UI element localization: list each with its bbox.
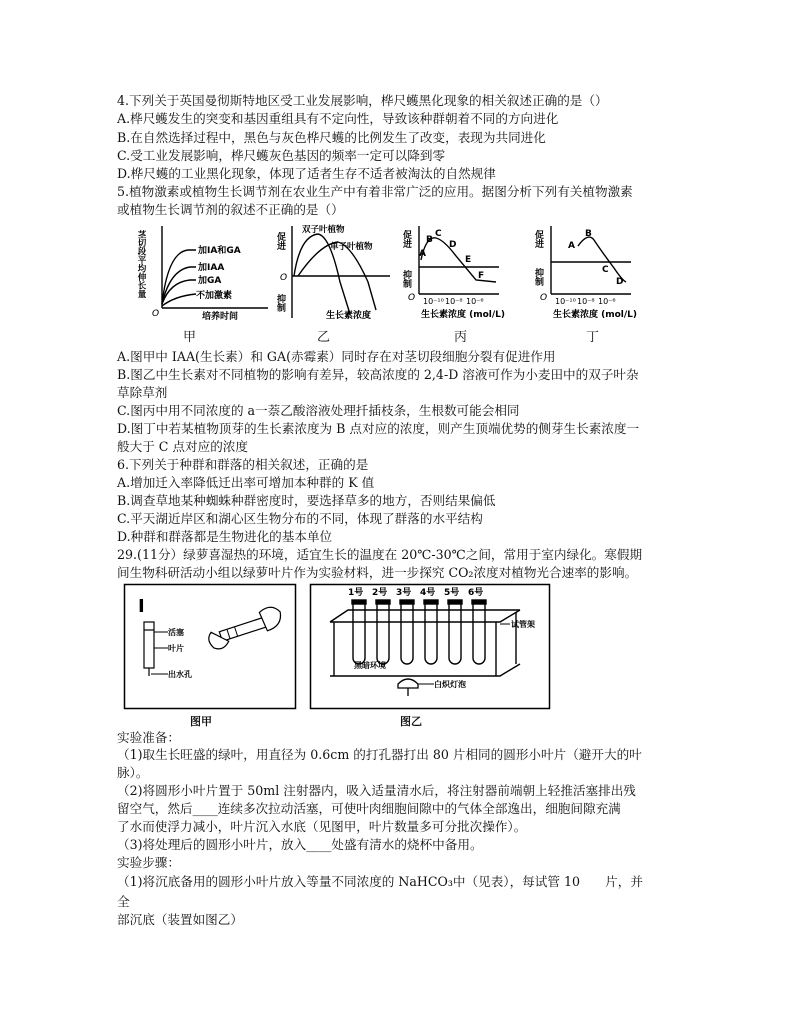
chart-jia [136,222,275,322]
chart-bing-point-b: B [426,235,433,245]
chart-bing-point-c: C [435,229,442,239]
chart-yi [275,222,393,322]
chart-ding-tick-2: 10⁻⁸ [577,297,595,306]
figure-jia-label-leaf: 叶片 [168,644,184,653]
figure-yi-caption: 图乙 [400,715,422,728]
chart-jia-series-4: 不加激素 [196,291,233,301]
tube-label-1: 1号 [348,588,364,598]
figure-jia-label-piston: 活塞 [168,628,184,637]
chart-ding-promote: 促进 [533,230,543,248]
q5-stem-line2: 或植物生长调节剂的叙述不正确的是（） [117,202,344,217]
figure-jia-mark: I [138,596,145,617]
q5-option-d-line2: 般大于 C 点对应的浓度 [117,439,248,454]
hands-with-syringe [205,604,285,651]
step1-line1: （1)将沉底备用的圆形小叶片放入等量不同浓度的 NaHCO₃中（见表），每试管 10 片，并 [117,874,643,889]
chart-bing-inhibit: 抑制 [401,270,411,288]
q29-stem-line1: 29.(11分）绿萝喜湿热的环境，适宜生长的温度在 20℃-30℃之间，常用于室内绿化。寒假期 [117,547,643,562]
chart-bing-promote: 促进 [401,230,411,248]
chart-caption-bing: 丙 [454,330,468,345]
tube-label-3: 3号 [396,588,412,598]
q5-option-c: C.图丙中用不同浓度的 a一萘乙酸溶液处理扦插枝条，生根数可能会相同 [117,403,520,418]
chart-bing-point-e: E [465,255,472,265]
q4-option-a: A.桦尺蠖发生的突变和基因重组具有不定向性，导致该种群朝着不同的方向进化 [117,111,559,126]
q5-option-b-line2: 草除草剂 [117,385,168,400]
chart-jia-xlabel: 培养时间 [202,312,239,322]
tube-label-4: 4号 [420,588,436,598]
q4-option-b: B.在自然选择过程中，黑色与灰色桦尺蠖的比例发生了改变，表现为共同进化 [117,130,546,145]
tube-label-5: 5号 [444,588,460,598]
chart-yi-series-1: 双子叶植物 [302,225,345,235]
tube-label-6: 6号 [468,588,484,598]
chart-bing-tick-3: 10⁻⁶ [466,297,484,306]
chart-ding-tick-1: 10⁻¹⁰ [555,297,576,306]
chart-yi-promote: 促进 [275,232,285,250]
prep-item1-l1: （1)取生长旺盛的绿叶，用直径为 0.6cm 的打孔器打出 80 片相同的圆形小叶片（避开大的叶 [117,747,642,762]
chart-bing-point-f: F [478,271,485,281]
chart-ding-origin: O [540,293,548,303]
q4-option-c: C.受工业发展影响，桦尺蠖灰色基因的频率一定可以降到零 [117,148,446,163]
chart-bing-point-d: D [449,240,457,250]
tube-label-2: 2号 [372,588,388,598]
q6-option-a: A.增加迁入率降低迁出率可增加本种群的 K 值 [117,475,375,490]
figure-yi-lamp-label: 白炽灯泡 [434,680,466,689]
chart-ding-inhibit: 抑制 [533,268,543,286]
figure-jia [124,584,296,712]
q6-option-b: B.调查草地某种蜘蛛种群密度时，要选择草多的地方，否则结果偏低 [117,493,496,508]
figure-yi-dark-label: 黑暗环境 [354,661,386,670]
q4-option-d: D.桦尺蠖的工业黑化现象，体现了适者生存不适者被淘汰的自然规律 [117,166,496,181]
q6-option-d: D.种群和群落都是生物进化的基本单位 [117,529,333,544]
chart-jia-series-2: 加IAA [198,263,225,273]
prep-title: 实验准备： [117,730,180,745]
chart-bing-origin: O [408,293,416,303]
chart-bing-tick-1: 10⁻¹⁰ [423,297,444,306]
q5-option-b-line1: B.图乙中生长素对不同植物的影响有差异，较高浓度的 2,4-D 溶液可作为小麦田中的双子叶杂 [117,367,639,382]
chart-yi-series-2: 单子叶植物 [330,242,373,252]
prep-item2-l3: 了水而使浮力减小，叶片沉入水底（见图甲，叶片数量多可分批次操作）。 [117,819,527,834]
chart-yi-origin: O [280,273,288,283]
chart-ding-point-c: C [602,265,609,275]
q6-stem: 6.下列关于种群和群落的相关叙述，正确的是 [117,457,369,472]
chart-ding-tick-3: 10⁻⁶ [598,297,616,306]
prep-item2-l1: （2)将圆形小叶片置于 50ml 注射器内，吸入适量清水后，将注射器前端朝上轻推活塞排出残 [117,783,636,798]
chart-caption-jia: 甲 [183,330,197,345]
chart-bing-xlabel: 生长素浓度 (mol/L) [421,310,506,320]
chart-jia-origin: O [152,309,160,319]
chart-bing-point-a: A [419,249,426,259]
q6-option-c: C.平天湖近岸区和湖心区生物分布的不同，体现了群落的水平结构 [117,511,483,526]
chart-yi-inhibit: 抑制 [275,294,285,312]
prep-item2-l2: 留空气，然后____连续多次拉动活塞，可使叶肉细胞间隙中的气体全部逸出，细胞间隙充满 [117,801,621,816]
chart-ding-point-b: B [585,229,592,239]
q5-option-a: A.图甲中 IAA(生长素）和 GA(赤霉素）同时存在对茎切段细胞分裂有促进作用 [117,349,556,364]
prep-item1-l2: 脉）。 [117,765,149,780]
steps-title: 实验步骤： [117,855,180,870]
chart-caption-ding: 丁 [586,330,600,345]
q29-stem-line2: 间生物科研活动小组以绿萝叶片作为实验材料，进一步探究 CO₂浓度对植物光合速率的影响。 [117,565,638,580]
chart-jia-ylabel: 茎切段平均伸长量 [136,230,146,298]
chart-yi-xlabel: 生长素浓度 [326,311,372,321]
figure-yi [310,584,550,712]
chart-ding-point-d: D [616,277,624,287]
chart-caption-yi: 乙 [317,330,331,345]
chart-jia-series-3: 加GA [198,276,222,286]
step1-line3: 部沉底（装置如图乙） [117,912,243,927]
q5-stem-line1: 5.植物激素或植物生长调节剂在农业生产中有着非常广泛的应用。据图分析下列有关植物激素 [117,184,633,199]
step1-line2: 全 [117,894,130,909]
chart-jia-series-1: 加IA和GA [198,246,241,256]
chart-bing [401,222,514,322]
chart-ding-point-a: A [568,241,575,251]
figure-yi-rack-label: 试管架 [511,620,535,629]
chart-bing-tick-2: 10⁻⁸ [445,297,463,306]
chart-ding-xlabel: 生长素浓度 (mol/L) [553,310,638,320]
q4-stem: 4.下列关于英国曼彻斯特地区受工业发展影响，桦尺蠖黑化现象的相关叙述正确的是（） [117,93,608,108]
figure-jia-caption: 图甲 [190,715,212,728]
prep-item3: （3)将处理后的圆形小叶片，放入____处盛有清水的烧杯中备用。 [117,837,483,852]
figure-jia-label-outlet: 出水孔 [168,670,192,679]
chart-ding [533,222,646,322]
q5-option-d-line1: D.图丁中若某植物顶芽的生长素浓度为 B 点对应的浓度，则产生顶端优势的侧芽生长素浓度一 [117,421,640,436]
